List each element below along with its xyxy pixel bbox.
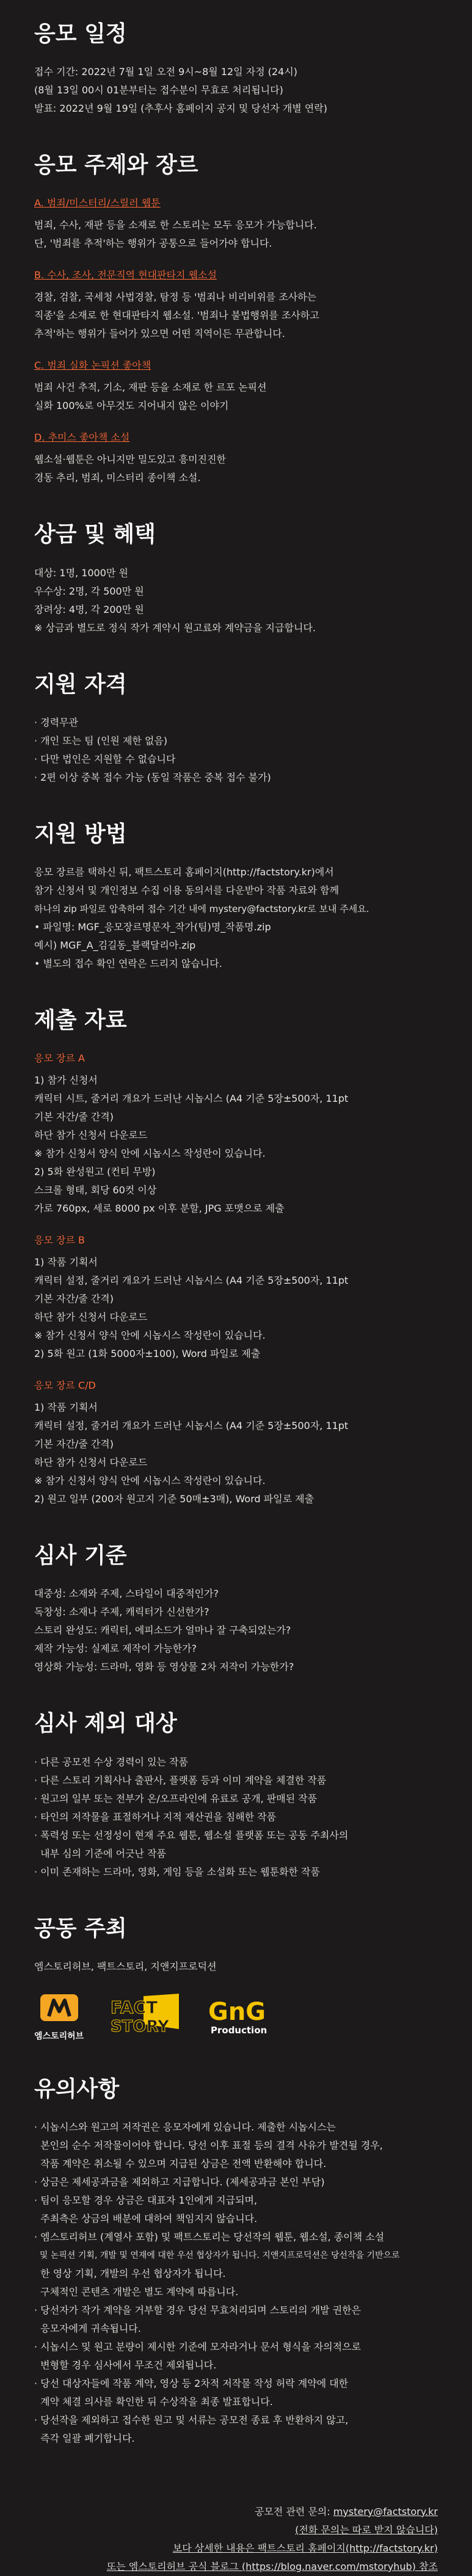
schedule-section — [34, 21, 438, 118]
submission-cd-line: 캐릭터 설정, 줄거리 개요가 드러난 시놉시스 (A4 기준 5장±500자, 11pt — [34, 1420, 349, 1432]
exclusion-line: · 폭력성 또는 선정성이 현재 주요 웹툰, 웹소설 플랫폼 또는 공동 주최사의 — [34, 1829, 349, 1841]
submission-b-heading: 응모 장르 B — [34, 1234, 85, 1246]
submission-b-line: 2) 5화 원고 (1화 5000자±100), Word 파일로 제출 — [34, 1348, 261, 1360]
notes-line: 본인의 순수 저작물이어야 합니다. 당선 이후 표절 등의 결격 사유가 발견될 경우, — [34, 2139, 383, 2151]
criteria-section — [34, 1543, 438, 1676]
notes-line: 구체적인 콘텐츠 개발은 별도 계약에 따릅니다. — [34, 2285, 239, 2298]
factstory-logo — [108, 1992, 181, 2041]
footer — [34, 2503, 438, 2576]
genre-c-line: 범죄 사건 추적, 기소, 재판 등을 소재로 한 르포 논픽션 — [34, 382, 267, 394]
criteria-line: 대중성: 소재와 주제, 스타일이 대중적인가? — [34, 1588, 219, 1600]
svg-text:STORY: STORY — [111, 2017, 170, 2036]
submission-b-line: 캐릭터 설정, 줄거리 개요가 드러난 시놉시스 (A4 기준 5장±500자, 11pt — [34, 1275, 349, 1287]
genre-b-line: 추적'하는 행위가 들어가 있으면 어떤 직역이든 무관합니다. — [34, 328, 285, 340]
genre-b-line: 경찰, 검찰, 국세청 사법경찰, 탐정 등 '범죄나 비리비위를 조사하는 — [34, 291, 317, 303]
criteria-line: 제작 가능성: 실제로 제작이 가능한가? — [34, 1643, 197, 1655]
exclusion-line: 내부 심의 기준에 어긋난 작품 — [34, 1847, 166, 1859]
exclusion-section — [34, 1710, 438, 1881]
eligibility-title: 지원 자격 — [34, 671, 127, 697]
submission-a-line: 2) 5화 완성원고 (컨티 무방) — [34, 1166, 156, 1178]
criteria-line: 스토리 완성도: 캐릭터, 에피소드가 얼마나 잘 구축되었는가? — [34, 1624, 291, 1637]
genre-a-heading: A. 범죄/미스터리/스릴러 웹툰 — [34, 197, 161, 209]
method-line: 참가 신청서 및 개인정보 수집 이용 동의서를 다운받아 작품 자료와 함께 — [34, 884, 339, 896]
notes-line: 변형할 경우 심사에서 무조건 제외됩니다. — [34, 2359, 217, 2371]
notes-line: 주최측은 상금의 배분에 대하여 책임지지 않습니다. — [34, 2212, 258, 2224]
contact-label: 공모전 관련 문의: — [255, 2505, 333, 2517]
genre-c-heading: C. 범죄 실화 논픽션 좋아책 — [34, 360, 151, 372]
prize-title: 상금 및 혜택 — [34, 522, 156, 548]
prize-line: ※ 상금과 별도로 정식 작가 계약시 원고료와 계약금을 지급합니다. — [34, 621, 316, 634]
submission-cd-line: ※ 참가 신청서 양식 안에 시놉시스 작성란이 있습니다. — [34, 1475, 266, 1487]
notes-line: · 엠스토리허브 (계열사 포함) 및 팩트스토리는 당선작의 웹툰, 웹소설, 종이책 소설 — [34, 2230, 385, 2243]
submission-cd-line: 기본 자간/줄 간격) — [34, 1438, 114, 1450]
notes-line: 응모자에게 귀속됩니다. — [34, 2322, 141, 2334]
submission-section — [34, 1007, 438, 1508]
genre-b-line: 직종'을 소재로 한 현대판타지 웹소설. '범죄나 불법행위를 조사하고 — [34, 309, 319, 322]
prize-line: 우수상: 2명, 각 500만 원 — [34, 585, 144, 597]
notes-line: 계약 체결 의사를 확인한 뒤 수상작을 최종 발표합니다. — [34, 2395, 273, 2408]
criteria-line: 독창성: 소재나 주제, 캐릭터가 신선한가? — [34, 1606, 209, 1618]
prize-line: 장려상: 4명, 각 200만 원 — [34, 603, 144, 615]
homepage-link[interactable]: 보다 상세한 내용은 팩트스토리 홈페이지(http://factstory.kr) — [172, 2542, 438, 2554]
svg-text:Production: Production — [211, 2024, 267, 2036]
notes-line: · 당선자가 작가 계약을 거부할 경우 당선 무효처리되며 스토리의 개발 권한은 — [34, 2304, 361, 2316]
schedule-line: 발표: 2022년 9월 19일 (추후사 홈페이지 공지 및 당선자 개별 연락) — [34, 103, 328, 115]
exclusion-line: · 타인의 저작물을 표절하거나 지적 재산권을 침해한 작품 — [34, 1811, 277, 1823]
criteria-title: 심사 기준 — [34, 1543, 127, 1569]
submission-a-heading: 응모 장르 A — [34, 1052, 85, 1065]
notes-line: · 시놉시스 및 원고 분량이 제시한 기준에 모자라거나 문서 형식을 자의적으로 — [34, 2340, 361, 2353]
notes-title: 유의사항 — [34, 2076, 120, 2102]
submission-b-line: 1) 작품 기획서 — [34, 1256, 98, 1268]
no-phone-note: (전화 문의는 따로 받지 않습니다) — [295, 2524, 438, 2536]
method-line: 하나의 zip 파일로 압축하여 접수 기간 내에 mystery@factstory.kr로 보내 주세요. — [34, 903, 369, 914]
submission-b-line: 기본 자간/줄 간격) — [34, 1293, 114, 1305]
submission-a-line: 스크롤 형태, 회당 60컷 이상 — [34, 1184, 157, 1196]
notes-line: · 시놉시스와 원고의 저작권은 응모자에게 있습니다. 제출한 시놉시스는 — [34, 2121, 336, 2133]
submission-a-line: 하단 참가 신청서 다운로드 — [34, 1129, 148, 1141]
notes-section — [34, 2076, 438, 2448]
genre-a-line: 범죄, 수사, 재판 등을 소재로 한 스토리는 모두 응모가 가능합니다. — [34, 219, 317, 231]
notes-line: 작품 계약은 취소될 수 있으며 지급된 상금은 전액 반환해야 합니다. — [34, 2157, 327, 2169]
submission-a-line: 캐릭터 시트, 줄거리 개요가 드러난 시놉시스 (A4 기준 5장±500자, 11pt — [34, 1093, 349, 1105]
submission-b-line: 하단 참가 신청서 다운로드 — [34, 1311, 148, 1323]
topics-title: 응모 주제와 장르 — [34, 153, 198, 178]
blog-link[interactable]: 또는 엠스토리허브 공식 블로그 (https://blog.naver.com/mstoryhub) 참조 — [106, 2560, 438, 2572]
mstoryhub-icon — [38, 1992, 81, 2026]
gng-logo — [206, 1995, 273, 2038]
eligibility-line: · 다만 법인은 지원할 수 없습니다 — [34, 753, 176, 765]
method-line: 응모 장르를 택하신 뒤, 팩트스토리 홈페이지(http://factstory.kr)에서 — [34, 866, 334, 878]
exclusion-title: 심사 제외 대상 — [34, 1711, 177, 1737]
submission-title: 제출 자료 — [34, 1007, 127, 1033]
contact-email-link[interactable]: mystery@factstory.kr — [333, 2505, 438, 2517]
mstoryhub-logo-text: 엠스토리허브 — [34, 2031, 84, 2041]
prize-section — [34, 521, 438, 637]
notes-line: 및 논픽션 기획, 개발 및 연재에 대한 우선 협상자가 됩니다. 지앤지프로덕션은 당선작을 기반으로 — [34, 2250, 400, 2260]
svg-text:FACT: FACT — [111, 1997, 158, 2017]
submission-cd-line: 하단 참가 신청서 다운로드 — [34, 1456, 148, 1469]
criteria-line: 영상화 가능성: 드라마, 영화 등 영상물 2차 저작이 가능한가? — [34, 1661, 294, 1673]
submission-a-line: 기본 자간/줄 간격) — [34, 1111, 114, 1123]
method-line: 예시) MGF_A_김길동_블랙달리아.zip — [34, 939, 196, 951]
submission-a-line: ※ 참가 신청서 양식 안에 시놉시스 작성란이 있습니다. — [34, 1148, 266, 1160]
submission-cd-line: 1) 작품 기획서 — [34, 1402, 98, 1414]
eligibility-line: · 개인 또는 팀 (인원 제한 없음) — [34, 734, 168, 747]
svg-text:GnG: GnG — [208, 1997, 266, 2026]
genre-b-heading: B. 수사, 조사, 전문직역 현대판타지 웹소설 — [34, 269, 217, 281]
method-line: • 파일명: MGF_응모장르명문자_작가(팀)명_작품명.zip — [34, 921, 271, 933]
method-line: • 별도의 접수 확인 연락은 드리지 않습니다. — [34, 957, 222, 969]
contact-line — [34, 2503, 438, 2521]
notes-line: · 상금은 제세공과금을 제외하고 지급합니다. (제세공과금 본인 부담) — [34, 2176, 325, 2188]
exclusion-line: · 다른 스토리 기획사나 출판사, 플랫폼 등과 이미 계약을 체결한 작품 — [34, 1774, 327, 1786]
exclusion-line: · 이미 존재하는 드라마, 영화, 게임 등을 소설화 또는 웹툰화한 작품 — [34, 1865, 320, 1878]
schedule-line: 접수 기간: 2022년 7월 1일 오전 9시~8월 12일 자정 (24시) — [34, 66, 298, 78]
hosts-line: 엠스토리허브, 팩트스토리, 지앤지프로덕션 — [34, 1960, 217, 1972]
eligibility-line: · 2편 이상 중복 접수 가능 (동일 작품은 중복 접수 불가) — [34, 771, 271, 783]
hosts-title: 공동 주최 — [34, 1916, 127, 1941]
genre-d-heading: D. 추미스 좋아책 소설 — [34, 432, 130, 444]
notes-line: 즉각 일괄 폐기합니다. — [34, 2432, 135, 2444]
notes-line: · 당선작을 제외하고 접수한 원고 및 서류는 공모전 종료 후 반환하지 않고, — [34, 2414, 349, 2426]
method-title: 지원 방법 — [34, 821, 127, 847]
schedule-title: 응모 일정 — [34, 21, 127, 46]
exclusion-line: · 원고의 일부 또는 전부가 온/오프라인에 유료로 공개, 판매된 작품 — [34, 1792, 318, 1804]
submission-a-line: 1) 참가 신청서 — [34, 1074, 98, 1087]
factstory-icon — [108, 1992, 181, 2041]
hosts-section — [34, 1916, 438, 2042]
notes-line: · 팀이 응모할 경우 상금은 대표자 1인에게 지급되며, — [34, 2194, 258, 2206]
genre-c-line: 실화 100%로 아무것도 지어내지 않은 이야기 — [34, 400, 229, 412]
genre-a-line: 단, '범죄를 추적'하는 행위가 공통으로 들어가야 합니다. — [34, 237, 272, 250]
gng-icon — [206, 1995, 273, 2038]
schedule-line: (8월 13일 00시 01분부터는 접수분이 무효로 처리됩니다) — [34, 84, 283, 96]
mstoryhub-logo — [34, 1992, 84, 2042]
genre-d-line: 웹소설·웹툰은 아니지만 밀도있고 흥미진진한 — [34, 454, 227, 466]
eligibility-section — [34, 671, 438, 787]
submission-cd-line: 2) 원고 일부 (200자 원고지 기준 50매±3매), Word 파일로 제출 — [34, 1493, 314, 1505]
submission-b-line: ※ 참가 신청서 양식 안에 시놉시스 작성란이 있습니다. — [34, 1330, 266, 1342]
submission-a-line: 가로 760px, 세로 8000 px 이후 분할, JPG 포맷으로 제출 — [34, 1203, 285, 1215]
prize-line: 대상: 1명, 1000만 원 — [34, 566, 128, 579]
notes-line: 한 영상 기획, 개발의 우선 협상자가 됩니다. — [34, 2267, 226, 2279]
eligibility-line: · 경력무관 — [34, 716, 78, 728]
notes-line: · 당선 대상자들에 작품 계약, 영상 등 2차적 저작물 작성 허락 계약에 대한 — [34, 2377, 349, 2389]
exclusion-line: · 다른 공모전 수상 경력이 있는 작품 — [34, 1756, 188, 1768]
host-logos — [34, 1992, 438, 2042]
method-section — [34, 821, 438, 973]
topics-section — [34, 152, 438, 487]
submission-cd-heading: 응모 장르 C/D — [34, 1380, 96, 1392]
genre-d-line: 경동 추리, 범죄, 미스터리 종이책 소설. — [34, 472, 201, 484]
